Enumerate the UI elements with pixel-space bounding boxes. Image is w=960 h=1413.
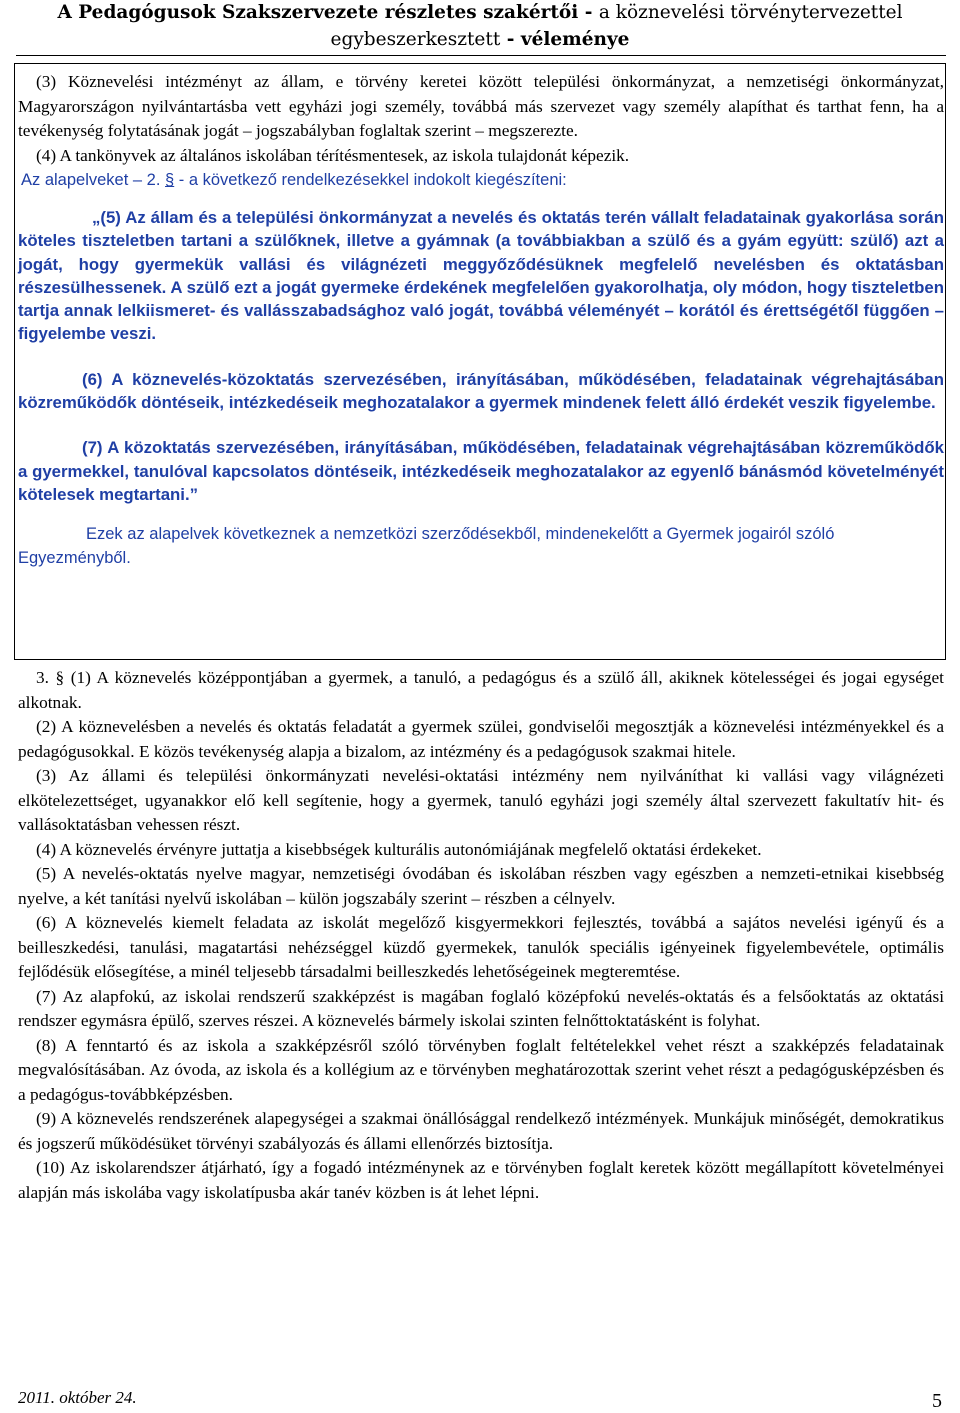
section-3 xyxy=(18,666,944,1205)
footer-date: 2011. október 24. xyxy=(18,1388,137,1407)
page-header xyxy=(0,0,960,54)
section-sign: § xyxy=(165,171,175,189)
header-subtitle-normal: egybeszerkesztett xyxy=(330,29,501,50)
comment-intro xyxy=(21,168,944,192)
paragraph-2-4: (4) A tankönyvek az általános iskolában térítésmentesek, az iskola tulajdonát képezik. xyxy=(36,145,630,165)
proposed-paragraph-6: (6) A köznevelés-közoktatás szervezésében, irányításában, működésében, feladatainak végrehajtásában közreműködők döntéseik, intézkedéseik meghozatalakor a gyermek mindenek felett álló érdekét veszik figyelembe. xyxy=(18,369,944,413)
paragraph-3-5: (5) A nevelés-oktatás nyelve magyar, nemzetiségi óvodában és iskolában részben vagy egészben a nemzeti-etnikai kisebbség nyelve, a két tanítási nyelvű iskolában – külön jogszabály szerint – részben a célnyelv. xyxy=(18,864,944,908)
header-line-1 xyxy=(0,0,960,26)
header-title-bold: A Pedagógusok Szakszervezete részletes szakértői - xyxy=(57,2,593,23)
paragraph-3-6: (6) A köznevelés kiemelt feladata az iskolát megelőző kisgyermekkori fejlesztés, továbbá a sajátos nevelési igényű és a beilleszkedési, tanulási, magatartási nehézséggel küzdő gyermekek, tanulók speciális igényeinek figyelembevétele, optimális fejlődésük elősegítése, a minél teljesebb társadalmi beilleszkedés lehetőségeinek megteremtése. xyxy=(18,913,944,981)
paragraph-3-10: (10) Az iskolarendszer átjárható, így a fogadó intézménynek az e törvényben foglalt keretek között megállapított követelményei alapján más iskolába vagy iskolatípusba akár tanév közben is át lehet lépni. xyxy=(18,1158,944,1202)
paragraph-3-7: (7) Az alapfokú, az iskolai rendszerű szakképzést is magában foglaló középfokú nevelés-oktatás és a felsőoktatás az oktatási rendszer egymásra épülő, szerves részei. A köznevelés bármely iskolai szinten felnőttoktatásként is folyhat. xyxy=(18,986,944,1030)
header-line-2 xyxy=(0,26,960,54)
paragraph-3-1: 3. § (1) A köznevelés középpontjában a gyermek, a tanuló, a pedagógus és a szülő áll, akiknek kötelességei és jogai egységet alkotnak. xyxy=(18,668,944,712)
header-title-normal: a köznevelési törvénytervezettel xyxy=(598,2,903,23)
paragraph-3-8: (8) A fenntartó és az iskola a szakképzésről szóló törvényben foglalt feltételekkel vehet részt a szakképzés feladatainak megvalósításában. Az óvoda, az iskola és a kollégium az e törvényben meghatározottak szerint vehet részt a pedagógusképzésben és a pedagógus-továbbképzésben. xyxy=(18,1035,944,1104)
paragraph-3-9: (9) A köznevelés rendszerének alapegységei a szakmai önállósággal rendelkező intézmények. Munkájuk minőségét, demokratikus és jogszerű működésüket törvényi szabályozás és állami ellenőrzés biztosítja. xyxy=(18,1109,944,1153)
comment-closing: Ezek az alapelvek következnek a nemzetközi szerződésekből, mindenekelőtt a Gyermek jogairól szóló Egyezményből. xyxy=(18,525,835,568)
header-rule xyxy=(16,55,946,56)
paragraph-3-4: (4) A köznevelés érvényre juttatja a kisebbségek kulturális autonómiájának megfelelő oktatási érdekeket. xyxy=(36,839,762,859)
page-number: 5 xyxy=(932,1390,942,1412)
proposed-paragraph-5: „(5) Az állam és a települési önkormányzat a nevelés és oktatás terén vállalt feladatainak gyakorlása során köteles tiszteletben tartani a szülőknek, illetve a gyámnak (a továbbiakban a szülő és a gyám együtt: szülő) azt a jogát, hogy gyermekük vallási és világnézeti meggyőződésüknek megfelelő nevelésben és oktatásban részesülhessenek. A szülő ezt a jogát gyermeke érdekének megfelelően gyakorolhatja, oly módon, hogy tiszteletben tartja annak lelkiismeret- és vallásszabadsághoz való jogát, továbbá véleményét – korától és érettségétől függően – figyelembe veszi. xyxy=(18,208,944,344)
comment-box-content xyxy=(18,70,944,570)
paragraph-3-2: (2) A köznevelésben a nevelés és oktatás feladatát a gyermek szülei, gondviselői megosztják a köznevelési intézményekkel és a pedagógusokkal. E közös tevékenység alapja a bizalom, az intézmény és a pedagógusok szakmai hitele. xyxy=(18,717,944,761)
paragraph-2-3: (3) Köznevelési intézményt az állam, e törvény keretei között települési önkormányzat, a nemzetiségi önkormányzat, Magyarországon nyilvántartásba vett egyházi jogi személy, továbbá más szervezet vagy személy alapíthat és tarthat fenn, ha a tevékenység folytatásának jogát – jogszabályban foglaltak szerint – megszerezte. xyxy=(18,72,944,140)
header-subtitle-bold: - véleménye xyxy=(506,29,630,50)
paragraph-3-3: (3) Az állami és települési önkormányzati nevelési-oktatási intézmény nem nyilváníthat ki vallási vagy világnézeti elkötelezettséget, ugyanakkor elő kell segítenie, hogy a gyermek, tanuló egyházi jogi személy által szervezett fakultatív hit- és vallásoktatásban vehessen részt. xyxy=(18,766,944,834)
comment-intro-b: - a következő rendelkezésekkel indokolt kiegészíteni: xyxy=(174,171,567,189)
comment-intro-a: Az alapelveket – 2. xyxy=(21,171,161,189)
proposed-paragraph-7: (7) A közoktatás szervezésében, irányításában, működésében, feladatainak végrehajtásában közreműködők a gyermekkel, tanulóval kapcsolatos döntéseik, intézkedéseik meghozatalakor az egyenlő bánásmód követelményét kötelesek megtartani.” xyxy=(18,438,944,504)
